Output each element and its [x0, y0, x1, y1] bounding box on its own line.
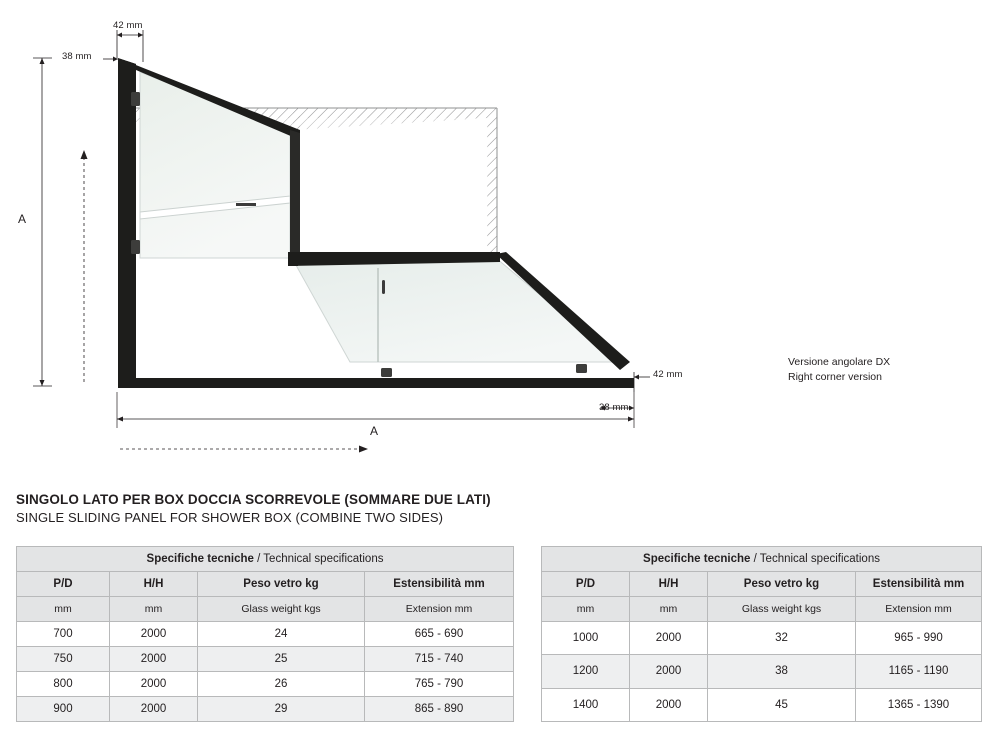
version-note-en: Right corner version [788, 371, 882, 383]
col-header-weight: Peso vetro kg [198, 572, 365, 597]
product-title-it: SINGOLO LATO PER BOX DOCCIA SCORREVOLE (SOMMARE DUE LATI) [16, 492, 491, 507]
col-subheader-hh: mm [630, 597, 708, 622]
table-row [17, 697, 514, 722]
header-main-sep: / [253, 553, 264, 565]
cell-pd: 900 [17, 697, 110, 722]
col-header-pd: P/D [542, 572, 630, 597]
table-row [542, 688, 982, 721]
spec-table-left [16, 546, 514, 722]
product-title-en: SINGLE SLIDING PANEL FOR SHOWER BOX (COMBINE TWO SIDES) [16, 510, 444, 525]
header-main-en: Technical specifications [263, 553, 384, 565]
cell-extension: 765 - 790 [365, 672, 514, 697]
table-header-it-row [542, 572, 982, 597]
cell-hh: 2000 [110, 697, 198, 722]
col-subheader-extension: Extension mm [856, 597, 982, 622]
cell-pd: 1200 [542, 655, 630, 688]
dimension-width-a: A [370, 424, 379, 438]
table-row [17, 647, 514, 672]
dimension-top-42: 42 mm [113, 20, 143, 31]
dimension-bottom-42: 42 mm [653, 369, 683, 380]
cell-weight: 45 [708, 688, 856, 721]
version-note [788, 355, 978, 385]
col-header-extension: Estensibilità mm [856, 572, 982, 597]
cell-hh: 2000 [630, 688, 708, 721]
col-subheader-weight: Glass weight kgs [708, 597, 856, 622]
cell-hh: 2000 [110, 647, 198, 672]
cell-extension: 965 - 990 [856, 622, 982, 655]
cell-pd: 800 [17, 672, 110, 697]
col-subheader-pd: mm [17, 597, 110, 622]
cell-extension: 715 - 740 [365, 647, 514, 672]
cell-weight: 25 [198, 647, 365, 672]
header-main-it: Specifiche tecniche [643, 553, 751, 565]
col-header-extension: Estensibilità mm [365, 572, 514, 597]
table-header-main-row [17, 547, 514, 572]
header-main-it: Specifiche tecniche [146, 553, 254, 565]
table-header-main [17, 547, 514, 572]
cell-extension: 665 - 690 [365, 622, 514, 647]
cell-pd: 1400 [542, 688, 630, 721]
cell-hh: 2000 [630, 655, 708, 688]
col-header-pd: P/D [17, 572, 110, 597]
cell-weight: 26 [198, 672, 365, 697]
cell-pd: 1000 [542, 622, 630, 655]
table-row [542, 622, 982, 655]
dimension-bottom-38: 38 mm [599, 402, 629, 413]
header-main-sep: / [750, 553, 760, 565]
dimension-height-a: A [18, 212, 27, 226]
spec-table-right [541, 546, 982, 722]
table-row [542, 655, 982, 688]
table-header-en-row [542, 597, 982, 622]
col-subheader-weight: Glass weight kgs [198, 597, 365, 622]
cell-extension: 1365 - 1390 [856, 688, 982, 721]
cell-weight: 29 [198, 697, 365, 722]
dimension-top-38: 38 mm [62, 51, 92, 62]
cell-extension: 865 - 890 [365, 697, 514, 722]
table-header-main-row [542, 547, 982, 572]
table-header-main [542, 547, 982, 572]
col-subheader-extension: Extension mm [365, 597, 514, 622]
col-subheader-pd: mm [542, 597, 630, 622]
col-header-hh: H/H [630, 572, 708, 597]
table-header-it-row [17, 572, 514, 597]
cell-weight: 38 [708, 655, 856, 688]
cell-pd: 750 [17, 647, 110, 672]
cell-hh: 2000 [110, 672, 198, 697]
spec-tables [16, 546, 980, 722]
product-title-block [16, 492, 716, 525]
cell-pd: 700 [17, 622, 110, 647]
header-main-en: Technical specifications [759, 553, 880, 565]
table-row [17, 622, 514, 647]
cell-weight: 32 [708, 622, 856, 655]
table-header-en-row [17, 597, 514, 622]
cell-weight: 24 [198, 622, 365, 647]
col-header-weight: Peso vetro kg [708, 572, 856, 597]
table-row [17, 672, 514, 697]
col-header-hh: H/H [110, 572, 198, 597]
cell-hh: 2000 [630, 622, 708, 655]
cell-hh: 2000 [110, 622, 198, 647]
cell-extension: 1165 - 1190 [856, 655, 982, 688]
col-subheader-hh: mm [110, 597, 198, 622]
version-note-it: Versione angolare DX [788, 356, 891, 368]
